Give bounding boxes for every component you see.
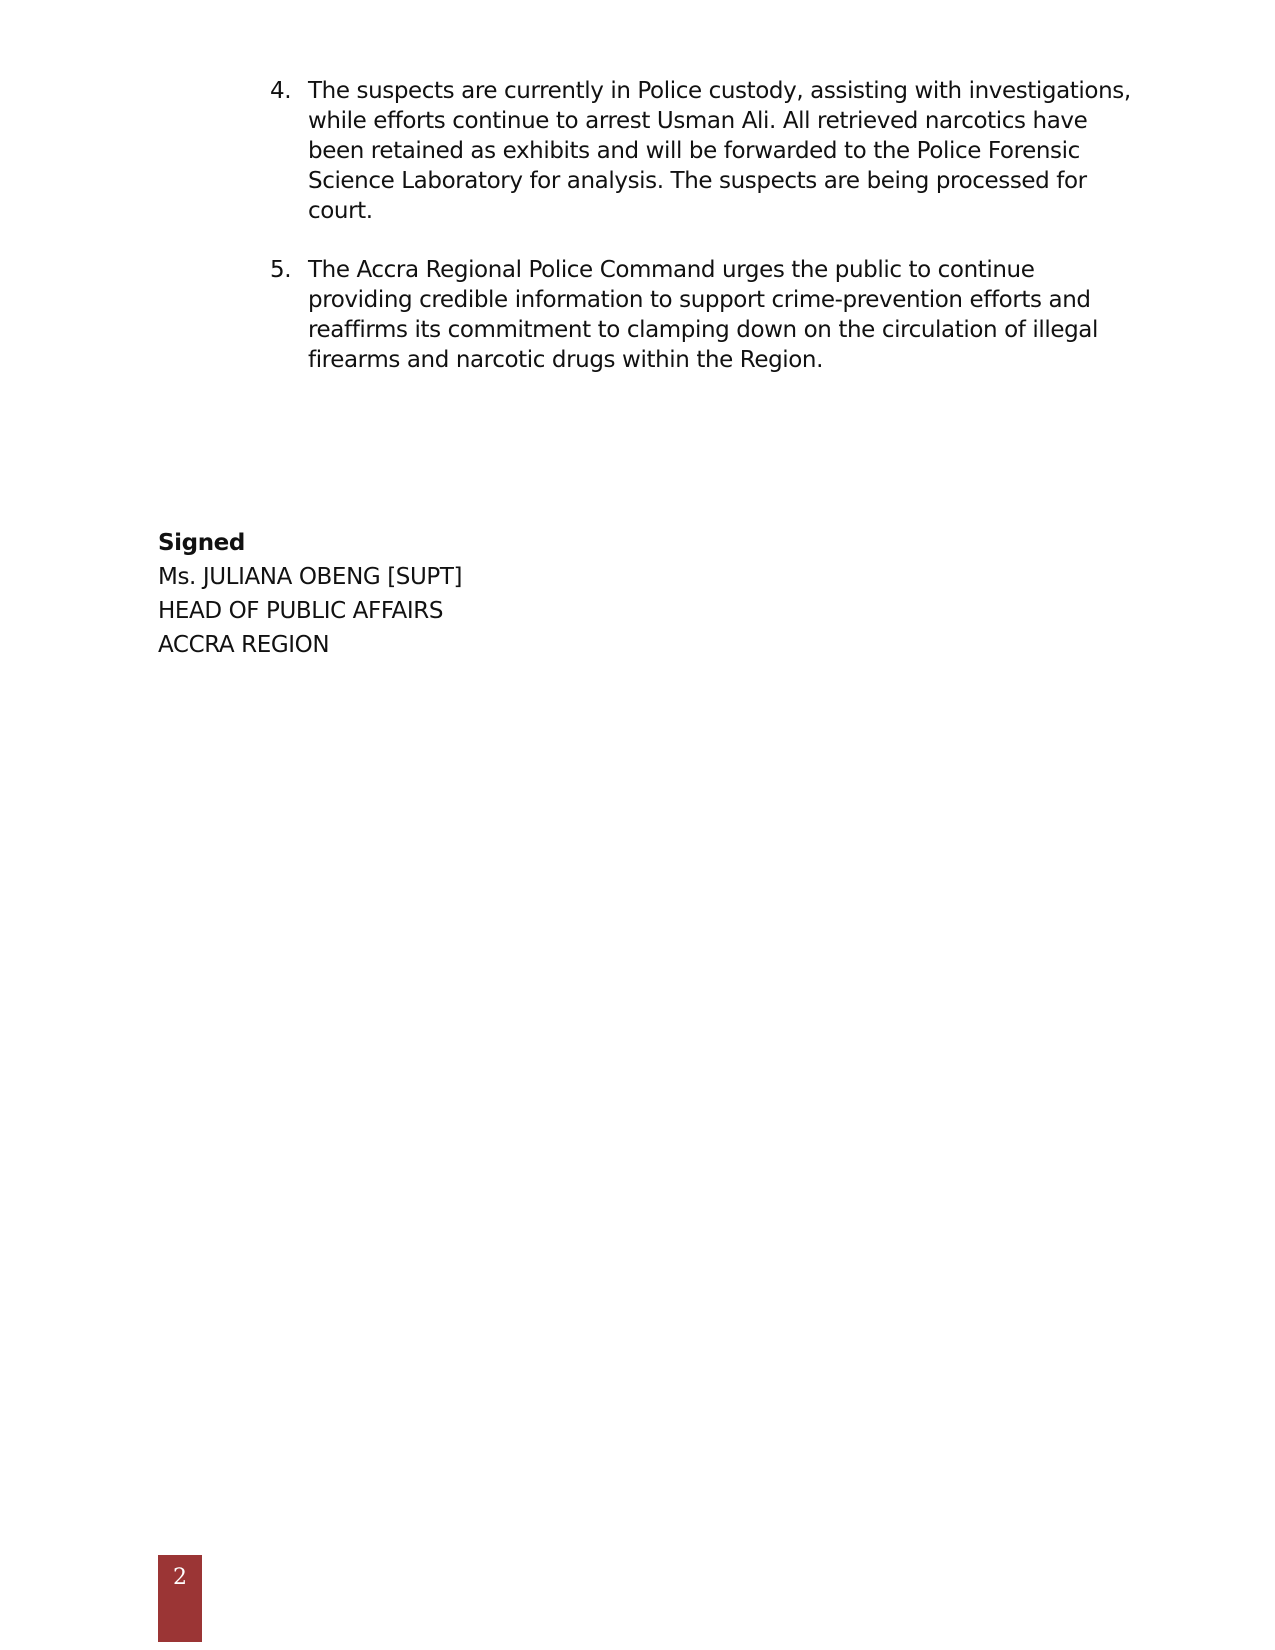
list-item-text: The suspects are currently in Police custody, assisting with investigations, while efforts continue to arrest Usman Ali. All retrieved narcotics have been retained as exhibits and will be forwarded to the Police Forensic Science Laboratory for analysis. The suspects are being processed for court.	[308, 78, 1131, 224]
list-item-4	[270, 76, 1150, 226]
list-item-number: 5.	[270, 257, 292, 283]
signatory-title: HEAD OF PUBLIC AFFAIRS	[158, 598, 444, 624]
signatory-region: ACCRA REGION	[158, 632, 330, 658]
signature-block	[158, 526, 758, 662]
page-number: 2	[173, 1565, 187, 1590]
signature-heading: Signed	[158, 530, 245, 556]
list-item-number: 4.	[270, 78, 292, 104]
numbered-list	[270, 76, 1150, 404]
list-item-text: The Accra Regional Police Command urges the public to continue providing credible information to support crime-prevention efforts and reaffirms its commitment to clamping down on the circulation of illegal firearms and narcotic drugs within the Region.	[308, 257, 1098, 373]
signatory-name: Ms. JULIANA OBENG [SUPT]	[158, 564, 463, 590]
list-item-5	[270, 255, 1150, 375]
page-number-badge	[158, 1555, 202, 1642]
